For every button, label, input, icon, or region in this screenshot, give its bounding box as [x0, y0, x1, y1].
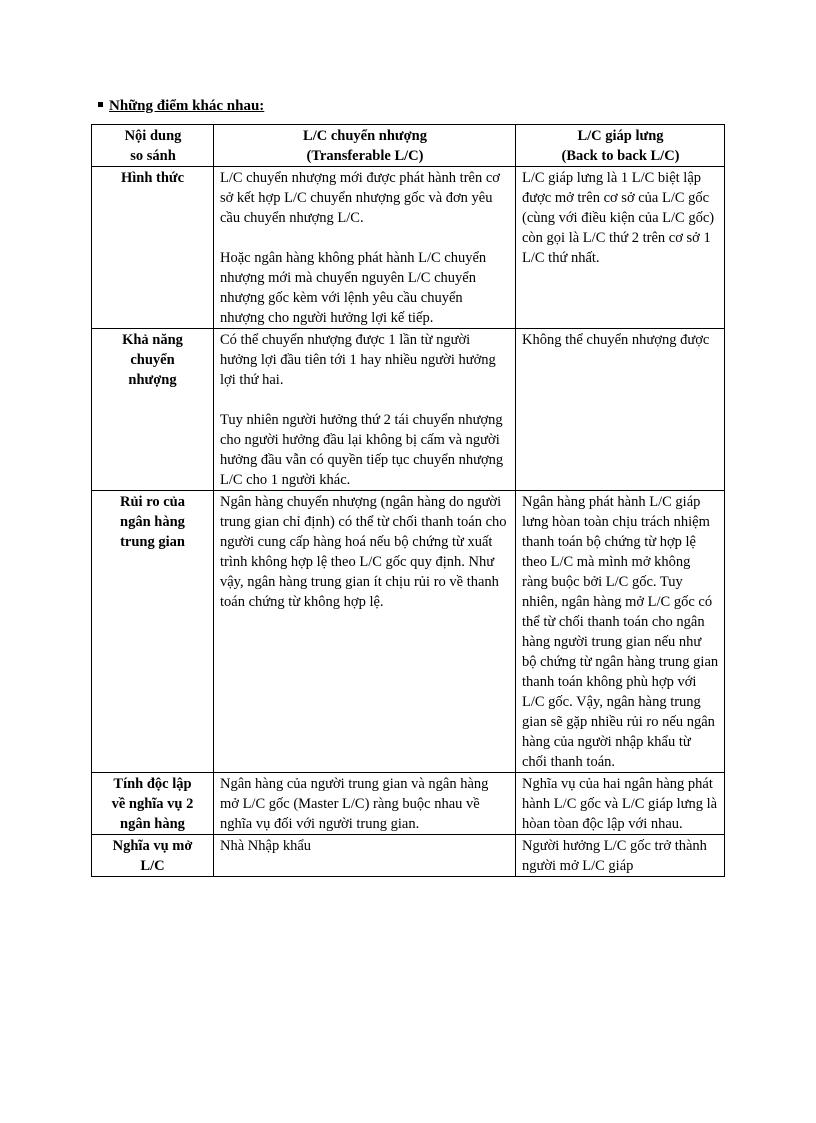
cell-paragraph: Tuy nhiên người hưởng thứ 2 tái chuyển nhượng cho người hưởng đầu lại không bị cấm và người hưởng đầu vẫn có quyền tiếp tục chuyển nhượng L/C cho 1 người khác. [220, 412, 504, 488]
cell-paragraph: Ngân hàng chuyển nhượng (ngân hàng do người trung gian chỉ định) có thể từ chối thanh toán cho người cung cấp hàng hoá nếu bộ chứng từ xuất trình không hợp lệ theo L/C gốc quy định. Như vậy, ngân hàng trung gian ít chịu rủi ro về thanh toán chứng từ không hợp lệ. [220, 494, 507, 610]
cell-paragraph: Hoặc ngân hàng không phát hành L/C chuyển nhượng mới mà chuyển nguyên L/C chuyển nhượng gốc kèm với lệnh yêu cầu chuyển nhượng cho người hưởng lợi kế tiếp. [220, 250, 487, 326]
cell-paragraph: Có thể chuyển nhượng được 1 lần từ người hưởng lợi đầu tiên tới 1 hay nhiều người hưởng lợi thứ hai. [220, 332, 496, 388]
table-row [92, 491, 725, 773]
cell-paragraph: Ngân hàng của người trung gian và ngân hàng mở L/C gốc (Master L/C) ràng buộc nhau về nghĩa vụ đối với người trung gian. [220, 776, 489, 832]
cell-paragraph: Ngân hàng phát hành L/C giáp lưng hòan toàn chịu trách nhiệm thanh toán bộ chứng từ hợp lệ theo L/C mà mình mở không ràng buộc bởi L/C gốc. Tuy nhiên, ngân hàng mở L/C gốc có thể từ chối thanh toán cho ngân hàng người trung gian nếu như bộ chứng từ ngân hàng trung gian thanh toán không phù hợp với L/C gốc. Vậy, ngân hàng trung gian sẽ gặp nhiều rủi ro nếu ngân hàng của người nhập khẩu từ chối thanh toán. [522, 494, 719, 770]
row-transferable-cell [214, 491, 516, 773]
table-row [92, 167, 725, 329]
row-criteria: Rủi ro của ngân hàng trung gian [92, 491, 214, 773]
row-back-to-back-cell [516, 167, 725, 329]
header-back-to-back: L/C giáp lưng (Back to back L/C) [516, 125, 725, 167]
cell-paragraph: L/C chuyển nhượng mới được phát hành trên cơ sở kết hợp L/C chuyển nhượng gốc và đơn yêu cầu chuyển nhượng L/C. [220, 170, 500, 226]
row-criteria: Nghĩa vụ mở L/C [92, 835, 214, 877]
comparison-table [91, 124, 725, 877]
row-transferable-cell [214, 773, 516, 835]
cell-paragraph: L/C giáp lưng là 1 L/C biệt lập được mở trên cơ sở của L/C gốc (cùng với điều kiện của L/C gốc) còn gọi là L/C thứ 2 trên cơ sở 1 L/C thứ nhất. [522, 170, 715, 266]
table-row [92, 329, 725, 491]
row-criteria: Khả năng chuyển nhượng [92, 329, 214, 491]
cell-paragraph: Nhà Nhập khẩu [220, 838, 312, 854]
row-back-to-back-cell [516, 491, 725, 773]
table-header-row [92, 125, 725, 167]
table-row [92, 835, 725, 877]
row-transferable-cell [214, 835, 516, 877]
header-criteria: Nội dung so sánh [92, 125, 214, 167]
row-back-to-back-cell [516, 835, 725, 877]
row-transferable-cell [214, 329, 516, 491]
row-transferable-cell [214, 167, 516, 329]
cell-paragraph: Nghĩa vụ của hai ngân hàng phát hành L/C gốc và L/C giáp lưng là hòan tòan độc lập với nhau. [522, 776, 718, 832]
row-back-to-back-cell [516, 773, 725, 835]
cell-paragraph: Người hưởng L/C gốc trở thành người mở L/C giáp [522, 838, 707, 874]
row-criteria: Hình thức [92, 167, 214, 329]
section-heading-text: Những điểm khác nhau: [109, 98, 265, 114]
row-criteria: Tính độc lập về nghĩa vụ 2 ngân hàng [92, 773, 214, 835]
section-heading [98, 98, 264, 115]
header-transferable: L/C chuyển nhượng (Transferable L/C) [214, 125, 516, 167]
row-back-to-back-cell [516, 329, 725, 491]
bullet-icon [98, 102, 103, 107]
cell-paragraph: Không thể chuyển nhượng được [522, 332, 710, 348]
table-row [92, 773, 725, 835]
